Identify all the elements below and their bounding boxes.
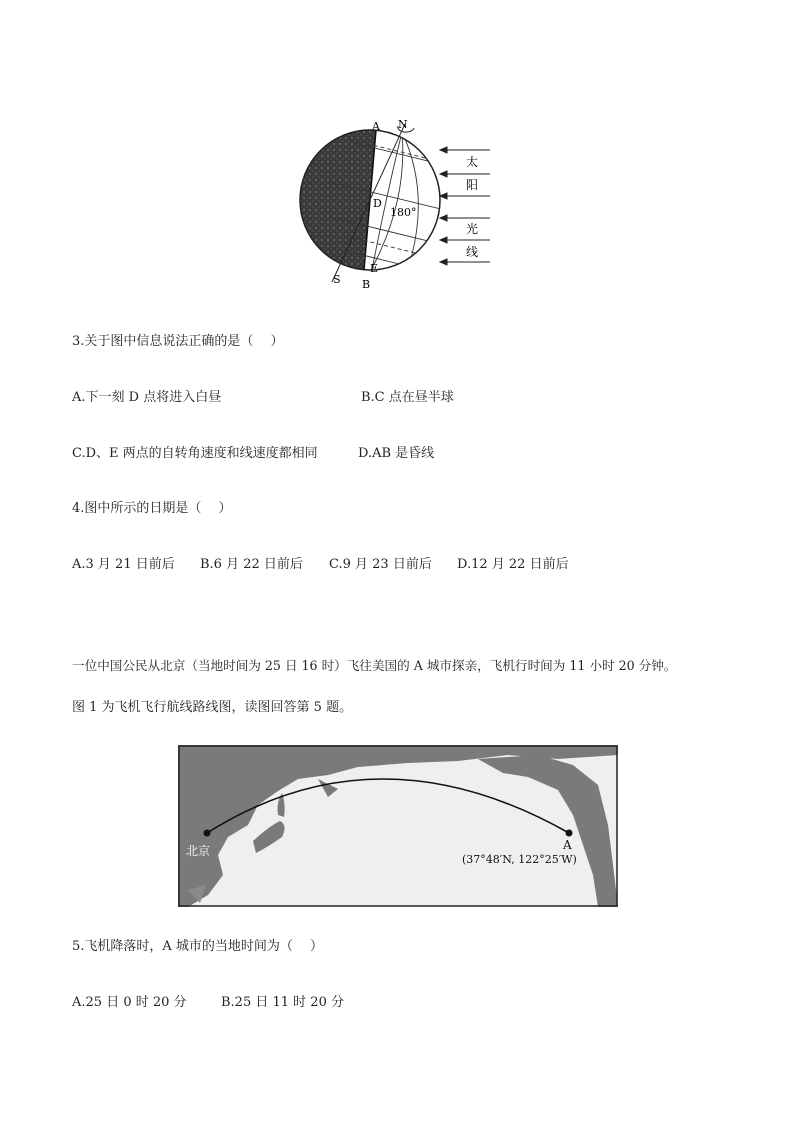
q4-option-d: D.12 月 22 日前后 [457, 557, 569, 572]
label-e: E [370, 262, 379, 275]
q4-option-a: A.3 月 21 日前后 [72, 557, 175, 572]
passage-line-1: 一位中国公民从北京（当地时间为 25 日 16 时）飞往美国的 A 城市探亲，飞机行时间为 11 小时 20 分钟。 [72, 658, 677, 673]
globe-figure [290, 112, 505, 297]
q4-stem: 4.图中所示的日期是（ ） [72, 501, 232, 516]
city-a-coordinates: (37°48′N, 122°25′W) [462, 853, 577, 866]
sun-rays [440, 147, 490, 265]
city-a-label: A [563, 838, 572, 852]
passage-line-2: 图 1 为飞机飞行航线路线图，读图回答第 5 题。 [72, 700, 353, 715]
sun-char-xian: 线 [466, 245, 479, 259]
q5-option-b: B.25 日 11 时 20 分 [221, 995, 344, 1010]
label-n: N [398, 118, 408, 131]
label-180: 180° [390, 206, 417, 219]
q5-option-a: A.25 日 0 时 20 分 [72, 995, 187, 1010]
q4-option-c: C.9 月 23 日前后 [329, 557, 432, 572]
q4-option-b: B.6 月 22 日前后 [200, 557, 303, 572]
q3-option-c: C.D、E 两点的自转角速度和线速度都相同 [72, 446, 318, 461]
label-d: D [373, 197, 382, 210]
beijing-point [204, 830, 211, 837]
label-a: A [372, 120, 380, 133]
globe-diagram [290, 112, 505, 297]
label-b: B [362, 278, 371, 291]
flight-map-svg [178, 745, 618, 907]
flight-map [178, 745, 618, 907]
q3-stem: 3.关于图中信息说法正确的是（ ） [72, 334, 284, 349]
q5-stem: 5.飞机降落时，A 城市的当地时间为（ ） [72, 939, 324, 954]
night-hemisphere [300, 130, 376, 270]
q3-option-a: A.下一刻 D 点将进入白昼 [72, 390, 222, 405]
sun-char-yang: 阳 [466, 178, 479, 192]
label-s: S [333, 273, 341, 286]
sun-char-tai: 太 [466, 155, 479, 169]
beijing-label: 北京 [186, 844, 211, 858]
q3-option-b: B.C 点在昼半球 [361, 390, 454, 405]
city-a-point [566, 830, 573, 837]
q3-option-d: D.AB 是昏线 [358, 446, 435, 461]
sun-char-guang: 光 [466, 222, 479, 236]
